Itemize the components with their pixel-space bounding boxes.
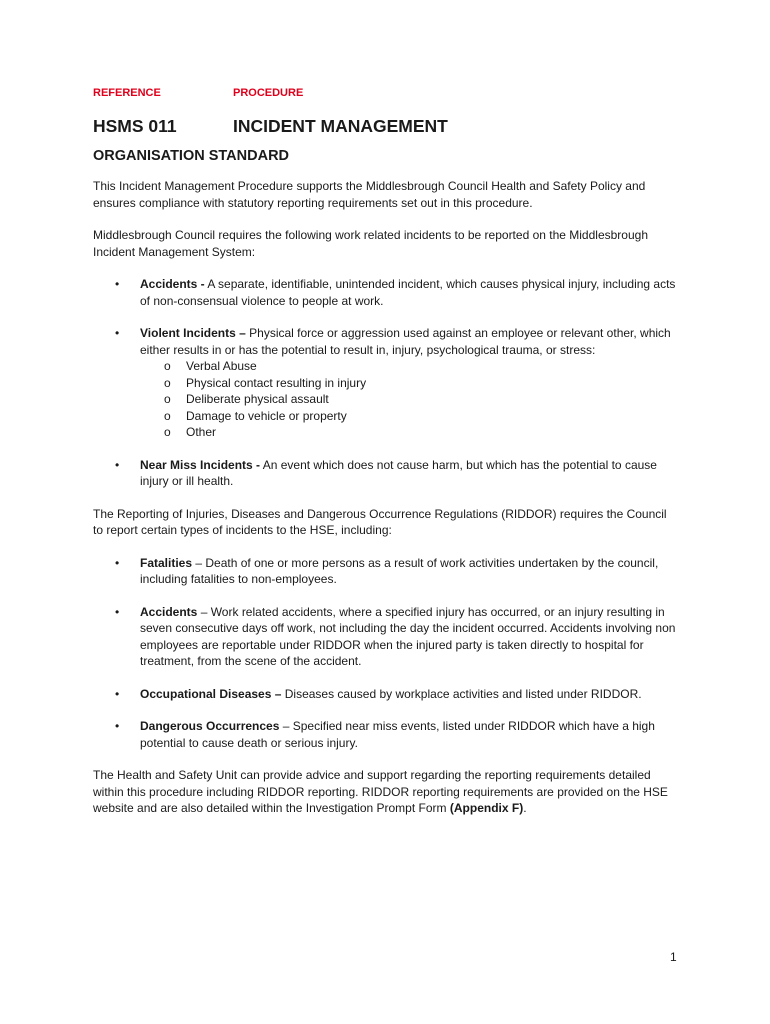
sub-list-item: o Other	[140, 424, 678, 441]
procedure-title: INCIDENT MANAGEMENT	[233, 116, 448, 136]
item-text: An event which does not cause harm, but which has the potential to cause injury or ill health.	[140, 457, 657, 488]
list-item	[93, 686, 678, 703]
appendix-reference: (Appendix F)	[449, 801, 524, 815]
page-number: 1	[670, 950, 677, 964]
intro-paragraph: This Incident Management Procedure supports the Middlesbrough Council Health and Safety Policy and ensures compliance with statutory reporting requirements set out in this procedure.	[93, 179, 646, 210]
item-term: Accidents -	[140, 277, 205, 291]
list-item	[93, 718, 678, 751]
riddor-list	[93, 555, 678, 752]
item-term: Fatalities	[140, 555, 193, 570]
item-term: Dangerous Occurrences	[140, 719, 280, 733]
item-text: – Work related accidents, where a specified injury has occurred, or an injury resulting in seven consecutive days off work, not including the day the incident occurred. Accidents involving non employees are reportable under RIDDOR when the injured party is taken directly to hospital for treatment, from the scene of the accident.	[140, 604, 676, 668]
item-text: Physical force or aggression used against an employee or relevant other, which either results in or has the potential to result in, injury, psychological trauma, or stress:	[140, 326, 671, 357]
closing-paragraph	[93, 767, 678, 817]
sub-list-item: o Physical contact resulting in injury	[140, 375, 678, 392]
system-paragraph: Middlesbrough Council requires the following work related incidents to be reported on the Middlesbrough Incident Management System:	[93, 228, 648, 259]
closing-text: The Health and Safety Unit can provide advice and support regarding the reporting requirements detailed within this procedure including RIDDOR reporting. RIDDOR reporting requirements are provided on the HSE website and are also detailed within the Investigation Prompt Form	[93, 768, 668, 815]
item-text: – Specified near miss events, listed under RIDDOR which have a high potential to cause death or serious injury.	[140, 719, 655, 750]
item-term: Occupational Diseases –	[140, 686, 282, 701]
list-item	[93, 457, 678, 490]
sub-list-item: o Damage to vehicle or property	[140, 408, 678, 425]
reference-header-row	[93, 87, 678, 105]
item-term: Violent Incidents –	[140, 326, 246, 340]
system-incident-list	[93, 276, 678, 490]
sub-list-item: o Verbal Abuse	[140, 358, 678, 375]
item-text: A separate, identifiable, unintended incident, which causes physical injury, including acts of non-consensual violence to people at work.	[140, 277, 676, 308]
item-term: Near Miss Incidents -	[140, 457, 261, 472]
section-title: ORGANISATION STANDARD	[93, 148, 290, 164]
document-body	[93, 87, 678, 817]
list-item	[93, 604, 678, 670]
closing-end: .	[523, 801, 527, 815]
sub-list-item: o Deliberate physical assault	[140, 391, 678, 408]
item-text: – Death of one or more persons as a result of work activities undertaken by the council, including fatalities to non-employees.	[140, 555, 659, 586]
list-item	[93, 555, 678, 588]
riddor-paragraph: The Reporting of Injuries, Diseases and Dangerous Occurrence Regulations (RIDDOR) requires the Council to report certain types of incidents to the HSE, including:	[93, 506, 667, 537]
list-item	[93, 276, 678, 309]
item-text: Diseases caused by workplace activities and listed under RIDDOR.	[281, 686, 642, 701]
reference-value: HSMS 011	[93, 116, 177, 136]
item-term: Accidents	[140, 604, 198, 619]
procedure-label: PROCEDURE	[233, 87, 304, 99]
title-row	[93, 116, 678, 140]
reference-label: REFERENCE	[93, 87, 161, 99]
list-item	[93, 325, 678, 441]
violent-incident-sublist	[140, 358, 678, 441]
